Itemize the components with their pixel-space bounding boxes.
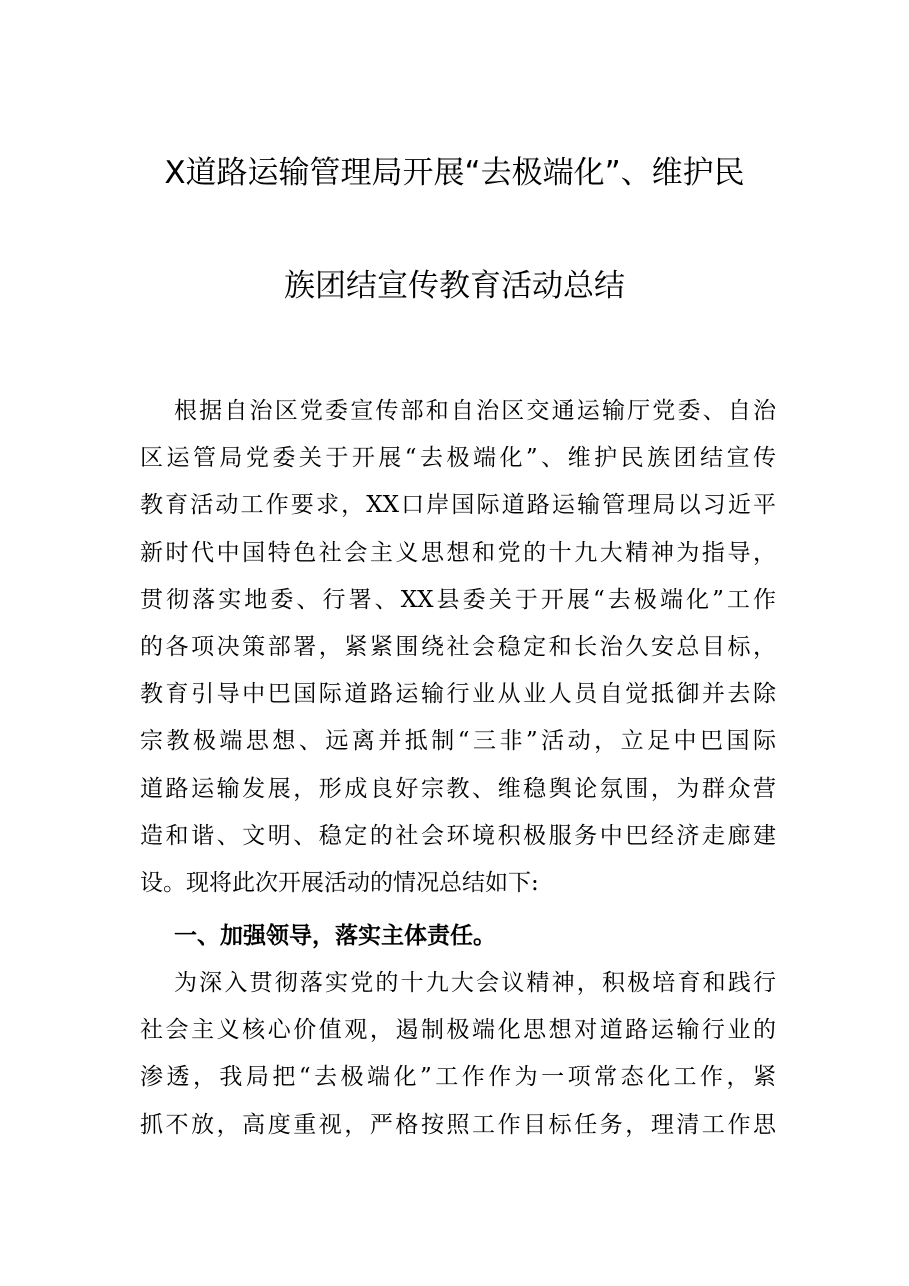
paragraph-line: 新时代中国特色社会主义思想和党的十九大精神为指导， bbox=[140, 539, 776, 566]
paragraph-line: 教育引导中巴国际道路运输行业从业人员自觉抵御并去除 bbox=[140, 681, 776, 708]
paragraph-intro bbox=[140, 388, 776, 907]
paragraph-line: 根据自治区党委宣传部和自治区交通运输厅党委、自治 bbox=[174, 398, 776, 424]
paragraph-line: 宗教极端思想、远离并抵制“三非”活动，立足中巴国际 bbox=[140, 728, 776, 755]
paragraph-line: 区运管局党委关于开展“去极端化”、维护民族团结宣传 bbox=[140, 445, 776, 472]
paragraph-line: 抓不放，高度重视，严格按照工作目标任务，理清工作思 bbox=[140, 1111, 776, 1138]
document-title-line-1: X道路运输管理局开展“去极端化”、维护民 bbox=[164, 155, 745, 191]
paragraph-line: 设。现将此次开展活动的情况总结如下: bbox=[140, 870, 539, 897]
section-heading: 一、加强领导，落实主体责任。 bbox=[174, 923, 496, 949]
paragraph-line: 贯彻落实地委、行署、XX县委关于开展“去极端化”工作 bbox=[140, 586, 776, 613]
paragraph-line: 为深入贯彻落实党的十九大会议精神，积极培育和践行 bbox=[174, 970, 776, 996]
paragraph-section-1 bbox=[140, 960, 776, 1149]
document-title-line-2: 族团结宣传教育活动总结 bbox=[284, 268, 625, 304]
paragraph-line: 的各项决策部署，紧紧围绕社会稳定和长治久安总目标， bbox=[140, 634, 776, 661]
paragraph-line: 教育活动工作要求，XX口岸国际道路运输管理局以习近平 bbox=[140, 492, 776, 519]
paragraph-line: 造和谐、文明、稳定的社会环境积极服务中巴经济走廊建 bbox=[140, 822, 776, 849]
paragraph-line: 道路运输发展，形成良好宗教、维稳舆论氛围，为群众营 bbox=[140, 775, 776, 802]
paragraph-line: 社会主义核心价值观，遏制极端化思想对道路运输行业的 bbox=[140, 1017, 776, 1044]
paragraph-line: 渗透，我局把“去极端化”工作作为一项常态化工作，紧 bbox=[140, 1064, 776, 1091]
